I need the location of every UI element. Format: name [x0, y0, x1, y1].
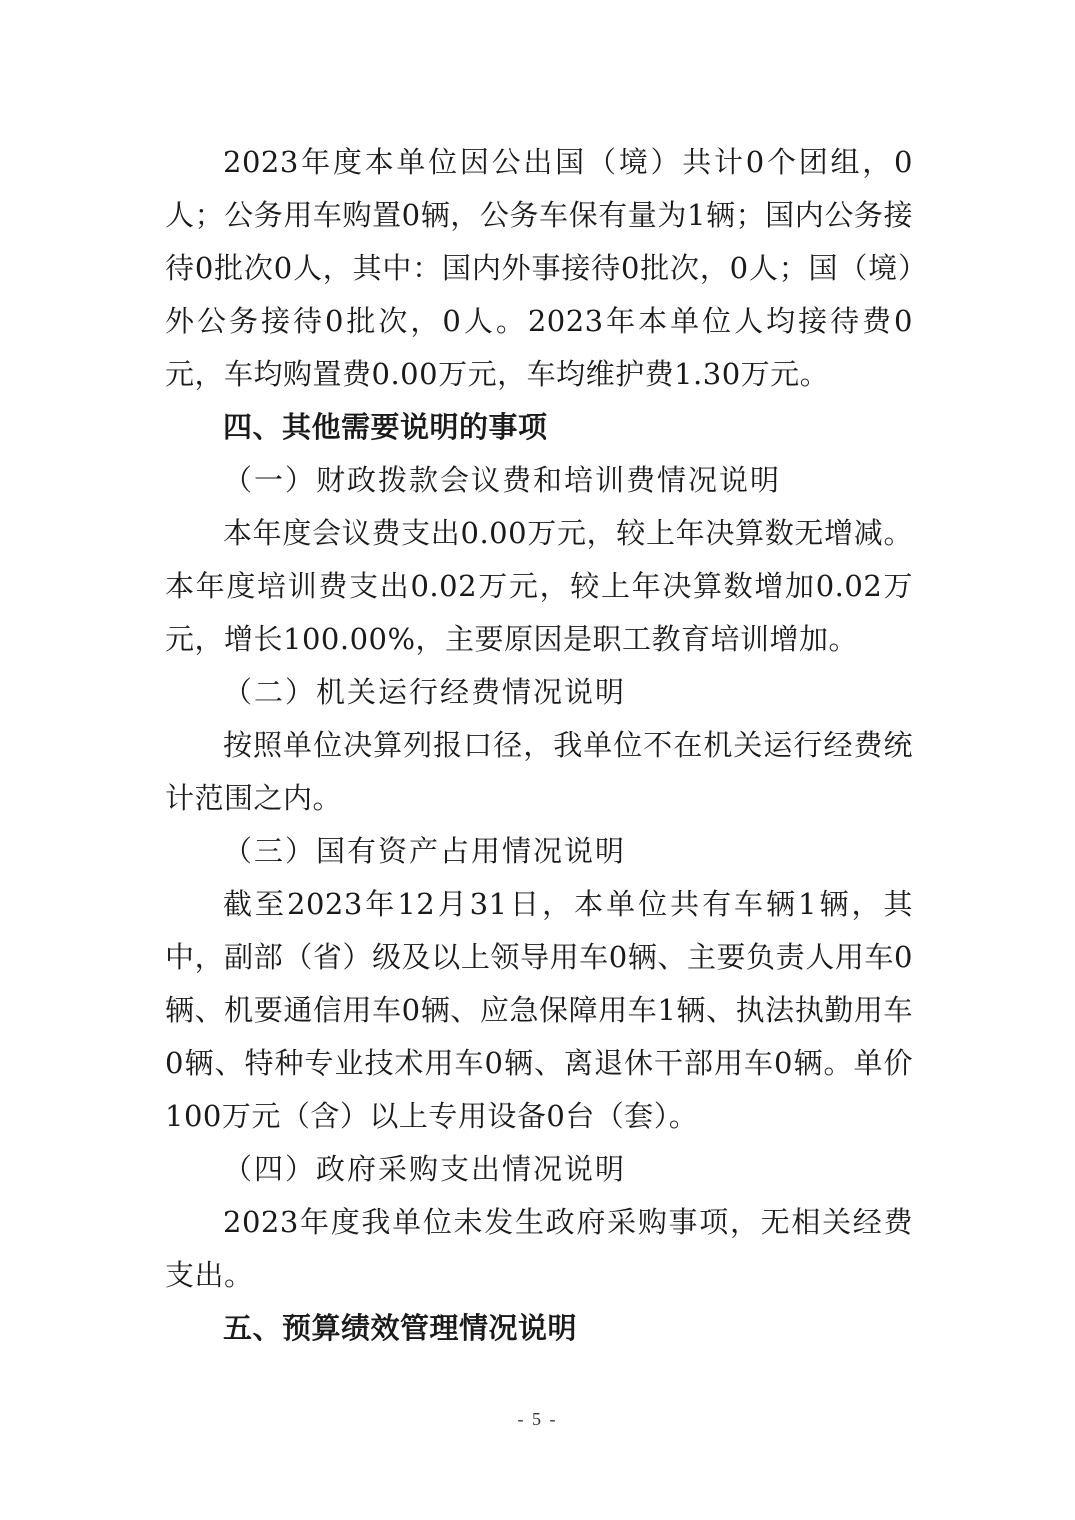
page-number: - 5 -: [517, 1409, 558, 1429]
subheading-meeting-training-fees: （一）财政拨款会议费和培训费情况说明: [223, 463, 782, 497]
paragraph-state-assets: 截至2023年12月31日，本单位共有车辆1辆，其中，副部（省）级及以上领导用车0辆、主要负责人用车0辆、机要通信用车0辆、应急保障用车1辆、执法执勤用车0辆、特种专业技术用车0辆、离退休干部用车0辆。单价100万元（含）以上专用设备0台（套）。: [165, 887, 913, 1133]
subheading-government-procurement: （四）政府采购支出情况说明: [223, 1152, 627, 1186]
heading-budget-performance: 五、预算绩效管理情况说明: [223, 1311, 578, 1345]
paragraph-official-travel-vehicles-reception: 2023年度本单位因公出国（境）共计0个团组，0人；公务用车购置0辆，公务车保有量为1辆；国内公务接待0批次0人，其中：国内外事接待0批次，0人；国（境）外公务接待0批次，0人。2023年本单位人均接待费0元，车均购置费0.00万元，车均维护费1.30万元。: [165, 145, 913, 391]
paragraph-operating-expenses: 按照单位决算列报口径，我单位不在机关运行经费统计范围之内。: [165, 728, 913, 815]
document-body: [165, 136, 913, 1355]
paragraph-meeting-training-fees: 本年度会议费支出0.00万元，较上年决算数无增减。本年度培训费支出0.02万元，较上年决算数增加0.02万元，增长100.00%，主要原因是职工教育培训增加。: [165, 516, 913, 656]
subheading-state-assets: （三）国有资产占用情况说明: [223, 834, 627, 868]
paragraph-government-procurement: 2023年度我单位未发生政府采购事项，无相关经费支出。: [165, 1205, 913, 1292]
heading-other-matters: 四、其他需要说明的事项: [223, 410, 548, 444]
subheading-operating-expenses: （二）机关运行经费情况说明: [223, 675, 627, 709]
